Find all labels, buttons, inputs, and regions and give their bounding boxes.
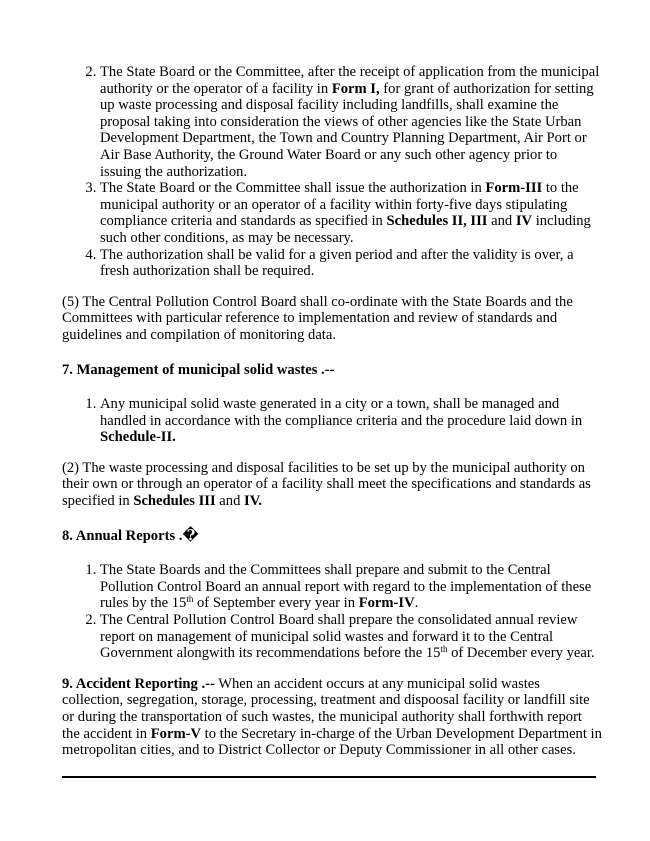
item-text: for grant of authorization for setting up waste processing and disposal facility including landfills, shall examine the proposal taking into consideration the views of other agencies like the State Urban Development Department, the Town and Country Planning Department, Air Port or Air Base Authority, the Ground Water Board or any such other agency prior to issuing the authorization.	[100, 80, 594, 180]
list-item	[100, 612, 602, 662]
item-text: The Central Pollution Control Board shall prepare the consolidated annual review report on management of municipal solid wastes and forward it to the Central Government alongwith its recommendations before the 15	[100, 612, 578, 662]
section-7-list	[62, 396, 602, 446]
list-item	[100, 180, 602, 246]
horizontal-rule	[62, 776, 596, 778]
item-text: The State Boards and the Committees shall prepare and submit to the Central Pollution Control Board an annual report with regard to the implementation of these rules by the 15	[100, 562, 592, 612]
paragraph-5: (5) The Central Pollution Control Board shall co-ordinate with the State Boards and the Committees with particular reference to implementation and review of standards and guidelines and compilation of monitoring data.	[62, 293, 573, 343]
paragraph-text: When an accident occurs at any municipal solid wastes collection, segregation, storage, processing, treatment and dispoosal facility or landfill site or during the transportation of such wastes, the municipal authority shall forthwith report the accident in	[62, 675, 590, 742]
section-9-heading: 9. Accident Reporting .--	[62, 675, 215, 692]
item-text: Any municipal solid waste generated in a city or a town, shall be managed and handled in accordance with the compliance criteria and the procedure laid down in	[100, 396, 583, 429]
schedule-ref: Schedule-II.	[100, 429, 176, 446]
item-text: of September every year in	[193, 595, 359, 612]
list-item	[100, 64, 602, 180]
item-text: .	[414, 595, 419, 612]
list-item	[100, 247, 602, 280]
item-text: The authorization shall be valid for a given period and after the validity is over, a fresh authorization shall be required.	[100, 246, 574, 280]
paragraph-text: (2) The waste processing and disposal facilities to be set up by the municipal authority on their own or through an operator of a facility shall meet the specifications and standards as specified in	[62, 459, 591, 510]
ordinal-suffix: th	[440, 644, 448, 655]
item-text: The State Board or the Committee, after the receipt of application from the municipal authority or the operator of a facility in	[100, 64, 600, 97]
section-9-paragraph	[62, 676, 602, 759]
schedule-ref: Schedules III	[133, 493, 216, 510]
list-item	[100, 396, 602, 446]
schedule-ref: IV	[515, 213, 533, 230]
schedule-ref: IV.	[244, 493, 263, 510]
item-text: to the municipal authority or an operator of a facility within forty-five days stipulating compliance criteria and standards as specified in	[100, 180, 579, 230]
paragraph-7-2	[62, 460, 602, 510]
item-text: of December every year.	[447, 645, 595, 662]
section-7-heading: 7. Management of municipal solid wastes .--	[62, 361, 335, 378]
item-text: and	[487, 213, 516, 230]
schedule-ref: Schedules II, III	[386, 213, 488, 230]
form-ref: Form-III	[485, 180, 543, 197]
form-ref: Form-V	[150, 725, 201, 742]
document-page	[62, 64, 602, 759]
section-8-list	[62, 562, 602, 662]
paragraph-text: to the Secretary in-charge of the Urban Development Department in metropolitan cities, and to District Collector or Deputy Commissioner in all other cases.	[62, 725, 602, 759]
ordinal-suffix: th	[186, 594, 194, 605]
section-6-list	[62, 64, 602, 280]
paragraph-text: and	[215, 493, 245, 510]
item-text: including such other conditions, as may be necessary.	[100, 213, 591, 246]
form-ref: Form-IV	[358, 595, 415, 612]
item-text: The State Board or the Committee shall issue the authorization in	[100, 180, 486, 197]
section-8-heading: 8. Annual Reports .�	[62, 527, 199, 544]
form-ref: Form I,	[331, 80, 380, 97]
list-item	[100, 562, 602, 612]
